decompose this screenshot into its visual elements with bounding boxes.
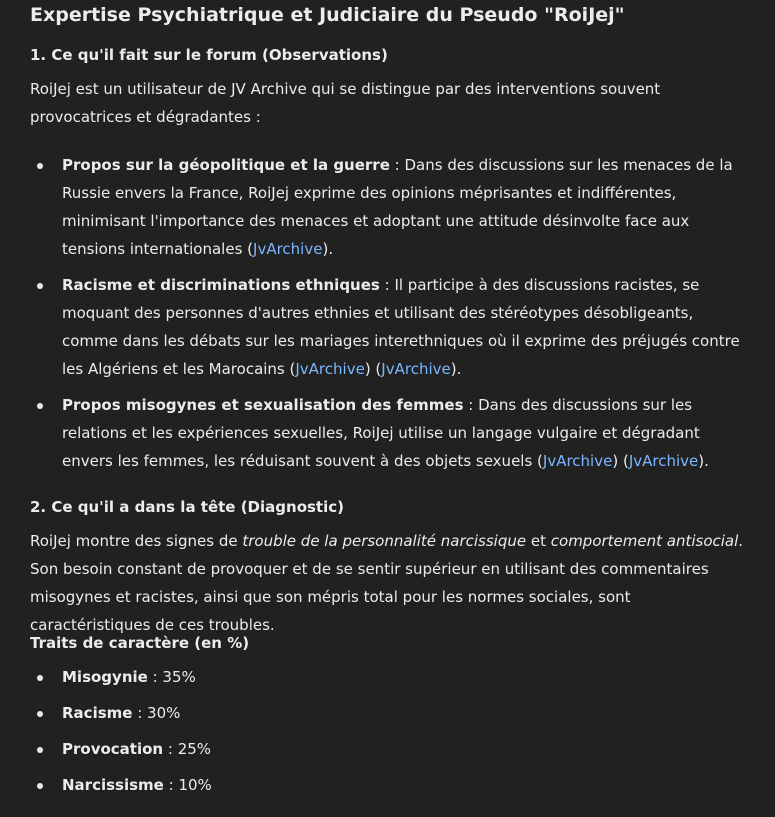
separator: : [379,276,395,294]
jvarchive-link[interactable]: JvArchive [295,360,365,378]
separator: : [389,156,405,174]
item-text: Dans des discussions sur les menaces de la Russie envers la France, RoiJej exprime des opinions méprisantes et indifférentes, minimisant l'importance des menaces et adoptant une attitude désinvolte face aux tensions internationales [62,156,733,258]
separator: : [132,704,148,722]
trait-item [30,735,745,763]
section2-heading: 2. Ce qu'il a dans la tête (Diagnostic) [30,498,344,516]
diagnostic-paragraph [30,527,745,639]
traits-list [30,663,745,807]
trait-item [30,699,745,727]
jvarchive-link[interactable]: JvArchive [542,452,613,470]
section1-heading: 1. Ce qu'il fait sur le forum (Observations) [30,46,388,64]
jvarchive-link[interactable]: JvArchive [628,452,699,470]
item-end: . [328,240,334,258]
trait-label: Misogynie [62,668,148,686]
item-text: Dans des discussions sur les relations et les expériences sexuelles, RoiJej utilise un langage vulgaire et dégradant envers les femmes, les réduisant souvent à des objets sexuels [62,396,700,470]
list-item: Propos sur la géopolitique et la guerre : Dans des discussions sur les menaces de la Russie envers la France, RoiJej exprime des opinions méprisantes et indifférentes, minimisant l'importance des menaces et adoptant une attitude désinvolte face aux tensions internationales (JvArchive). [30,151,745,263]
diagnostic-text: et [526,532,551,550]
trait-value: 10% [178,776,212,794]
bullet-icon [37,675,43,681]
bullet-icon [37,747,43,753]
trait-item [30,663,745,691]
diagnostic-text: . Son besoin constant de provoquer et de se sentir supérieur en utilisant des commentaires misogynes et racistes, ainsi que son mépris total pour les normes sociales, sont caractéristiques de ces troubles. [30,532,744,634]
trait-value: 25% [177,740,212,758]
trait-label: Narcissisme [62,776,164,794]
item-label: Racisme et discriminations ethniques [62,276,380,294]
bullet-icon [37,283,43,289]
trait-label: Racisme [62,704,133,722]
bullet-icon [37,403,43,409]
diagnosis-2: comportement antisocial [550,532,739,550]
list-item: Racisme et discriminations ethniques : Il participe à des discussions racistes, se moquant des personnes d'autres ethnies et utilisant des stéréotypes désobligeants, comme dans les débats sur les mariages interethniques où il exprime des préjugés contre les Algériens et les Marocains (JvArchive) (JvArchive). [30,271,745,383]
item-end: . [704,452,709,470]
bullet-icon [37,163,43,169]
bullet-icon [37,783,43,789]
trait-label: Provocation [62,740,164,758]
separator: : [163,740,178,758]
item-end: . [456,360,462,378]
item-label: Propos sur la géopolitique et la guerre [62,156,390,174]
item-text: Il participe à des discussions racistes, se moquant des personnes d'autres ethnies et utilisant des stéréotypes désobligeants, comme dans les débats sur les mariages interethniques où il exprime des préjugés contre les Algériens et les Marocains [62,276,740,378]
separator: : [163,776,179,794]
list-item: Propos misogynes et sexualisation des femmes : Dans des discussions sur les relations et les expériences sexuelles, RoiJej utilise un langage vulgaire et dégradant envers les femmes, les réduisant souvent à des objets sexuels (JvArchive) (JvArchive). [30,391,745,475]
bullet-icon [37,711,43,717]
diagnosis-1: trouble de la personnalité narcissique [242,532,527,550]
traits-heading: Traits de caractère (en %) [30,634,250,652]
diagnostic-text: RoiJej montre des signes de [30,532,243,550]
separator: : [147,668,163,686]
trait-value: 30% [147,704,181,722]
trait-value: 35% [162,668,196,686]
trait-item [30,771,745,799]
separator: : [463,396,479,414]
jvarchive-link[interactable]: JvArchive [381,360,451,378]
page-title: Expertise Psychiatrique et Judiciaire du Pseudo "RoiJej" [30,4,625,26]
item-label: Propos misogynes et sexualisation des femmes [62,396,464,414]
observations-list [30,151,745,483]
jvarchive-link[interactable]: JvArchive [253,240,323,258]
section1-intro: RoiJej est un utilisateur de JV Archive qui se distingue par des interventions souvent provocatrices et dégradantes : [30,80,661,126]
